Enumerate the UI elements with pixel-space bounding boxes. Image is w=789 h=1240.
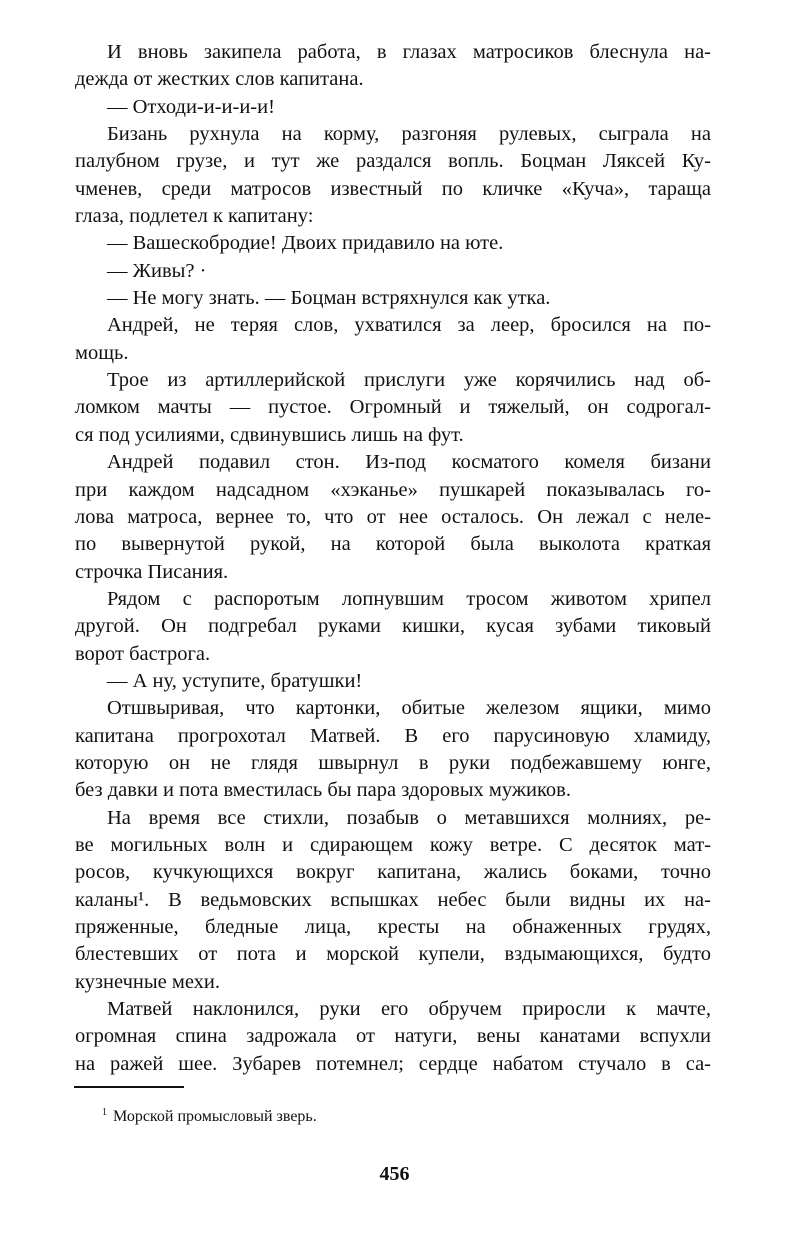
text-line: Отшвыривая, что картонки, обитые железом ящики, мимо bbox=[107, 697, 711, 720]
text-line: — Не могу знать. — Боцман встряхнулся как утка. bbox=[107, 287, 551, 310]
text-line: ворот бастрога. bbox=[75, 642, 211, 665]
text-line: блестевших от пота и морской купели, вздымающихся, будто bbox=[75, 943, 711, 966]
text-line: без давки и пота вместилась бы пара здоровых мужиков. bbox=[75, 779, 571, 802]
footnote-text: Морской промысловый зверь. bbox=[113, 1108, 317, 1125]
body-text bbox=[75, 39, 711, 1078]
text-line: Бизань рухнула на корму, разгоняя рулевых, сыграла на bbox=[107, 123, 711, 146]
text-line: кузнечные мехи. bbox=[75, 970, 221, 993]
text-line: Трое из артиллерийской прислуги уже корячились над об- bbox=[107, 369, 711, 392]
text-line: Андрей подавил стон. Из-под косматого комеля бизани bbox=[107, 451, 711, 474]
text-line: ся под усилиями, сдвинувшись лишь на фут. bbox=[75, 423, 464, 446]
footnote bbox=[102, 1102, 317, 1128]
text-line: На время все стихли, позабыв о метавшихся молниях, ре- bbox=[107, 806, 711, 829]
text-line: лова матроса, вернее то, что от нее осталось. Он лежал с неле- bbox=[75, 505, 711, 528]
text-line: при каждом надсадном «хэканье» пушкарей показывалась го- bbox=[75, 478, 711, 501]
text-line: — Живы? · bbox=[107, 259, 207, 282]
text-line: глаза, подлетел к капитану: bbox=[75, 205, 314, 228]
text-line: росов, кучкующихся вокруг капитана, жались боками, точно bbox=[75, 861, 711, 884]
text-line: мощь. bbox=[75, 341, 129, 364]
text-line: капитана прогрохотал Матвей. В его парусиновую хламиду, bbox=[75, 724, 711, 747]
text-line: дежда от жестких слов капитана. bbox=[75, 68, 364, 91]
text-line: ве могильных волн и сдирающем кожу ветре. С десяток мат- bbox=[75, 833, 711, 856]
text-line: строчка Писания. bbox=[75, 560, 229, 583]
text-line: каланы¹. В ведьмовских вспышках небес были видны их на- bbox=[75, 888, 711, 911]
text-line: — А ну, уступите, братушки! bbox=[107, 669, 363, 692]
text-line: ломком мачты — пустое. Огромный и тяжелый, он содрогал- bbox=[75, 396, 711, 419]
text-line: Матвей наклонился, руки его обручем приросли к мачте, bbox=[107, 998, 711, 1021]
text-line: пряженные, бледные лица, кресты на обнаженных грудях, bbox=[75, 916, 711, 938]
text-line: И вновь закипела работа, в глазах матросиков блеснула на- bbox=[107, 41, 711, 63]
text-line: огромная спина задрожала от натуги, вены канатами вспухли bbox=[75, 1025, 711, 1048]
footnote-separator bbox=[74, 1086, 184, 1088]
text-line: — Вашескобродие! Двоих придавило на юте. bbox=[107, 232, 504, 255]
text-line: по вывернутой рукой, на которой была выколота краткая bbox=[75, 533, 711, 556]
text-line: Рядом с распоротым лопнувшим тросом животом хрипел bbox=[107, 587, 711, 610]
text-line: другой. Он подгребал руками кишки, кусая зубами тиковый bbox=[75, 615, 711, 638]
text-line: чменев, среди матросов известный по кличке «Куча», тараща bbox=[75, 177, 711, 200]
text-line: — Отходи-и-и-и-и! bbox=[107, 95, 275, 118]
text-line: которую он не глядя швырнул в руки подбежавшему юнге, bbox=[75, 751, 711, 774]
page-number: 456 bbox=[379, 1163, 410, 1185]
text-line: палубном грузе, и тут же раздался вопль. Боцман Ляксей Ку- bbox=[75, 150, 711, 173]
footnote-marker: 1 bbox=[102, 1107, 107, 1118]
text-line: на ражей шее. Зубарев потемнел; сердце набатом стучало в са- bbox=[75, 1052, 711, 1075]
text-line: Андрей, не теряя слов, ухватился за леер, бросился на по- bbox=[107, 314, 711, 337]
